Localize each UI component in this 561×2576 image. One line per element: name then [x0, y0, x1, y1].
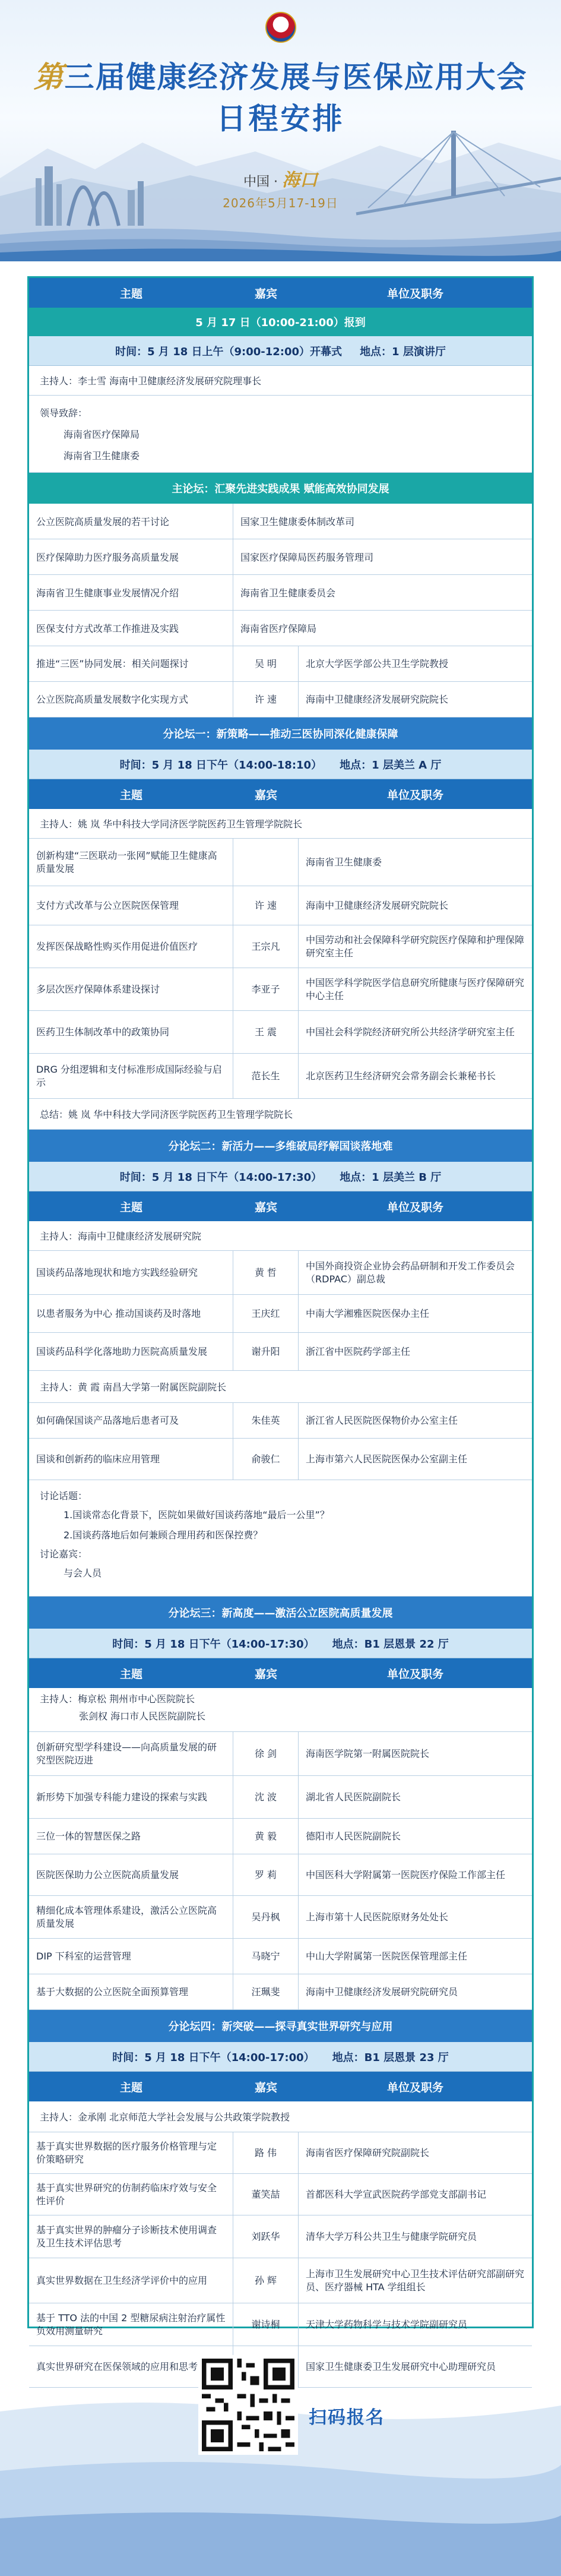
table-row: 国谈药品落地现状和地方实践经验研究 黄 哲 中国外商投资企业协会药品研制和开发工作委员会（RDPAC）副总裁: [29, 1251, 532, 1295]
table-row: 基于 TTO 法的中国 2 型糖尿病注射治疗属性负效用测量研究 谢诗桐 天津大学药物科学与技术学院副研究员: [29, 2303, 532, 2346]
table-row: 基于真实世界数据的医疗服务价格管理与定价策略研究 路 伟 海南省医疗保障研究院副院长: [29, 2132, 532, 2174]
table-header: [29, 278, 532, 308]
subforum3-title: 分论坛三：新高度——激活公立医院高质量发展: [29, 1597, 532, 1629]
table-row: 推进“三医”协同发展：相关问题探讨 吴 明 北京大学医学部公共卫生学院教授: [29, 646, 532, 682]
subforum2-host1: 主持人：海南中卫健康经济发展研究院: [29, 1221, 532, 1251]
table-row: 医疗保障助力医疗服务高质量发展 国家医疗保障局医药服务管理司: [29, 539, 532, 575]
table-row: 公立医院高质量发展数字化实现方式 许 速 海南中卫健康经济发展研究院院长: [29, 682, 532, 718]
table-row: 基于大数据的公立医院全面预算管理 汪珮斐 海南中卫健康经济发展研究院研究员: [29, 1974, 532, 2010]
header-guest: 嘉宾: [254, 287, 277, 301]
table-row: 多层次医疗保障体系建设探讨 李亚子 中国医学科学院医学信息研究所健康与医疗保障研究中心主任: [29, 968, 532, 1011]
event-date: 2026年5月17-19日: [223, 196, 338, 210]
discussion-block: 讨论话题： 1.国谈常态化背景下，医院如果做好国谈药落地“最后一公里”？ 2.国谈药落地后如何兼顾合理用药和医保控费？ 讨论嘉宾： 与会人员: [29, 1480, 532, 1597]
subforum2-title: 分论坛二：新活力——多维破局纾解国谈落地难: [29, 1130, 532, 1162]
table-header: 主题 嘉宾 单位及职务: [29, 2072, 532, 2101]
conference-title-line1: 第三届健康经济发展与医保应用大会: [33, 59, 528, 94]
table-header: 主题 嘉宾 单位及职务: [29, 1191, 532, 1221]
table-row: 国谈药品科学化落地助力医院高质量发展 谢升阳 浙江省中医院药学部主任: [29, 1333, 532, 1371]
table-row: 医保支付方式改革工作推进及实践 海南省医疗保障局: [29, 611, 532, 646]
opening-host: 主持人：李士雪 海南中卫健康经济发展研究院理事长: [29, 366, 532, 396]
table-row: 创新构建“三医联动一张网”赋能卫生健康高质量发展 海南省卫生健康委: [29, 839, 532, 886]
table-row: DRG 分组逻辑和支付标准形成国际经验与启示 范长生 北京医药卫生经济研究会常务副会长兼秘书长: [29, 1054, 532, 1099]
table-row: 基于真实世界研究的仿制药临床疗效与安全性评价 董笑喆 首都医科大学宣武医院药学部党支部副书记: [29, 2174, 532, 2215]
subforum3-hosts: 主持人： 梅京松 荆州市中心医院院长 张剑权 海口市人民医院副院长: [29, 1688, 532, 1732]
subforum1-summary: 总结：姚 岚 华中科技大学同济医学院医药卫生管理学院院长: [29, 1099, 532, 1130]
table-row: 三位一体的智慧医保之路 黄 毅 德阳市人民医院副院长: [29, 1819, 532, 1854]
table-row: 新形势下加强专科能力建设的探索与实践 沈 波 湖北省人民医院副院长: [29, 1776, 532, 1819]
scan-to-register-label: 扫码报名: [309, 2407, 385, 2428]
location: 中国 · 海口: [243, 170, 318, 191]
table-row: 真实世界研究在医保领域的应用和思考 国家卫生健康委卫生发展研究中心助理研究员: [29, 2346, 532, 2388]
conference-title-line2: 日程安排: [216, 102, 345, 136]
subforum2-host2: 主持人：黄 霞 南昌大学第一附属医院副院长: [29, 1371, 532, 1403]
registration-bar: 5 月 17 日（10:00-21:00）报到: [29, 308, 532, 336]
registration-qr-code[interactable]: [198, 2355, 298, 2455]
table-row: 海南省卫生健康事业发展情况介绍 海南省卫生健康委员会: [29, 575, 532, 611]
subforum2-time-bar: 时间：5 月 18 日下午（14:00-17:30） 地点：1 层美兰 B 厅: [29, 1162, 532, 1191]
leaders-speech: 领导致辞： 海南省医疗保障局 海南省卫生健康委: [29, 396, 532, 473]
conference-logo: MED: [265, 12, 296, 43]
footer: [0, 2340, 561, 2576]
table-row: 支付方式改革与公立医院医保管理 许 速 海南中卫健康经济发展研究院院长: [29, 886, 532, 925]
subforum4-time-bar: 时间：5 月 18 日下午（14:00-17:00） 地点：B1 层恩景 23 厅: [29, 2042, 532, 2072]
table-row: 国谈和创新药的临床应用管理 俞骏仁 上海市第六人民医院医保办公室副主任: [29, 1439, 532, 1480]
table-row: 创新研究型学科建设——向高质量发展的研究型医院迈进 徐 剑 海南医学院第一附属医院院长: [29, 1732, 532, 1776]
table-row: 以患者服务为中心 推动国谈药及时落地 王庆红 中南大学湘雅医院医保办主任: [29, 1295, 532, 1333]
main-forum-title: 主论坛：汇聚先进实践成果 赋能高效协同发展: [29, 473, 532, 504]
table-row: 精细化成本管理体系建设，激活公立医院高质量发展 吴丹枫 上海市第十人民医院原财务处处长: [29, 1896, 532, 1939]
table-row: 医药卫生体制改革中的政策协同 王 震 中国社会科学院经济研究所公共经济学研究室主任: [29, 1011, 532, 1054]
table-row: 发挥医保战略性购买作用促进价值医疗 王宗凡 中国劳动和社会保障科学研究院医疗保障和护理保障研究室主任: [29, 925, 532, 968]
subforum3-time-bar: 时间：5 月 18 日下午（14:00-17:30） 地点：B1 层恩景 22 厅: [29, 1629, 532, 1658]
table-row: 真实世界数据在卫生经济学评价中的应用 孙 辉 上海市卫生发展研究中心卫生技术评估研究部副研究员、医疗器械 HTA 学组组长: [29, 2258, 532, 2303]
subforum4-host: 主持人：金承刚 北京师范大学社会发展与公共政策学院教授: [29, 2101, 532, 2132]
table-row: DIP 下科室的运营管理 马晓宁 中山大学附属第一医院医保管理部主任: [29, 1939, 532, 1974]
hero-banner: [0, 0, 561, 261]
table-row: 公立医院高质量发展的若干讨论 国家卫生健康委体制改革司: [29, 504, 532, 539]
subforum4-title: 分论坛四：新突破——探寻真实世界研究与应用: [29, 2010, 532, 2042]
header-unit: 单位及职务: [386, 287, 443, 301]
subforum1-title: 分论坛一：新策略——推动三医协同深化健康保障: [29, 718, 532, 750]
table-row: 医院医保助力公立医院高质量发展 罗 莉 中国医科大学附属第一医院医疗保险工作部主任: [29, 1854, 532, 1896]
opening-time-bar: 时间：5 月 18 日上午（9:00-12:00）开幕式 地点：1 层演讲厅: [29, 336, 532, 366]
table-row: 基于真实世界的肿瘤分子诊断技术使用调查及卫生技术评估思考 刘跃华 清华大学万科公共卫生与健康学院研究员: [29, 2215, 532, 2258]
table-row: 如何确保国谈产品落地后患者可及 朱佳英 浙江省人民医院医保物价办公室主任: [29, 1403, 532, 1439]
schedule-table: [27, 276, 534, 2372]
header-topic: 主题: [119, 287, 142, 301]
subforum1-time-bar: 时间：5 月 18 日下午（14:00-18:10） 地点：1 层美兰 A 厅: [29, 750, 532, 779]
table-header: 主题 嘉宾 单位及职务: [29, 1658, 532, 1688]
table-header: 主题 嘉宾 单位及职务: [29, 779, 532, 809]
subforum1-host: 主持人：姚 岚 华中科技大学同济医学院医药卫生管理学院院长: [29, 809, 532, 839]
